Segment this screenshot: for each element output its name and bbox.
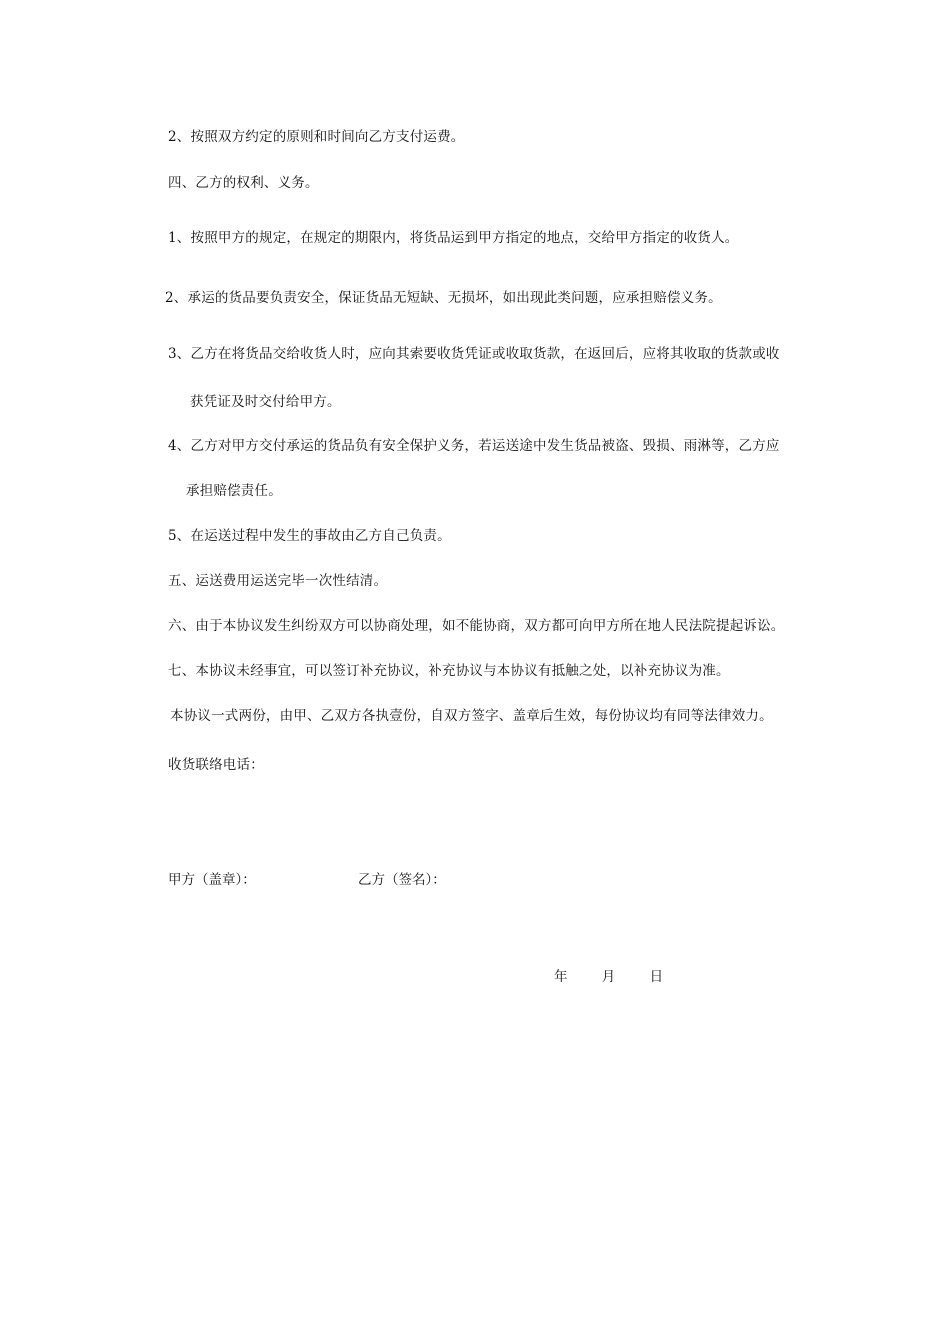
- party-a-signature-label: 甲方（盖章）：: [168, 872, 256, 888]
- clause-receipt-line2: 获凭证及时交付给甲方。: [190, 394, 341, 410]
- clause-safety: 2、承运的货品要负责安全，保证货品无短缺、无损坏，如出现此类问题，应承担赔偿义务。: [165, 290, 722, 306]
- clause-delivery: 1、按照甲方的规定，在规定的期限内，将货品运到甲方指定的地点，交给甲方指定的收货人。: [168, 230, 739, 246]
- copies-clause: 本协议一式两份，由甲、乙双方各执壹份，自双方签字、盖章后生效，每份协议均有同等法律效力。: [170, 708, 773, 724]
- section-six: 六、由于本协议发生纠纷双方可以协商处理，如不能协商，双方都可向甲方所在地人民法院提起诉讼。: [168, 618, 785, 634]
- clause-receipt-line1: 3、乙方在将货品交给收货人时，应向其索要收货凭证或收取货款，在返回后，应将其收取的货款或收: [168, 346, 780, 362]
- clause-protection-line1: 4、乙方对甲方交付承运的货品负有安全保护义务，若运送途中发生货品被盗、毁损、雨淋等，乙方应: [168, 438, 780, 454]
- date-line: 年 月 日: [554, 969, 674, 985]
- section-four-heading: 四、乙方的权利、义务。: [168, 175, 319, 191]
- clause-payment-freight: 2、按照双方约定的原则和时间向乙方支付运费。: [168, 129, 465, 145]
- section-five: 五、运送费用运送完毕一次性结清。: [168, 573, 388, 589]
- contact-phone-label: 收货联络电话：: [168, 757, 264, 773]
- clause-accident: 5、在运送过程中发生的事故由乙方自己负责。: [168, 528, 451, 544]
- party-b-signature-label: 乙方（签名）：: [358, 872, 446, 888]
- clause-protection-line2: 承担赔偿责任。: [186, 483, 282, 499]
- section-seven: 七、本协议未经事宜，可以签订补充协议，补充协议与本协议有抵触之处，以补充协议为准。: [168, 663, 730, 679]
- signature-row: [168, 871, 446, 889]
